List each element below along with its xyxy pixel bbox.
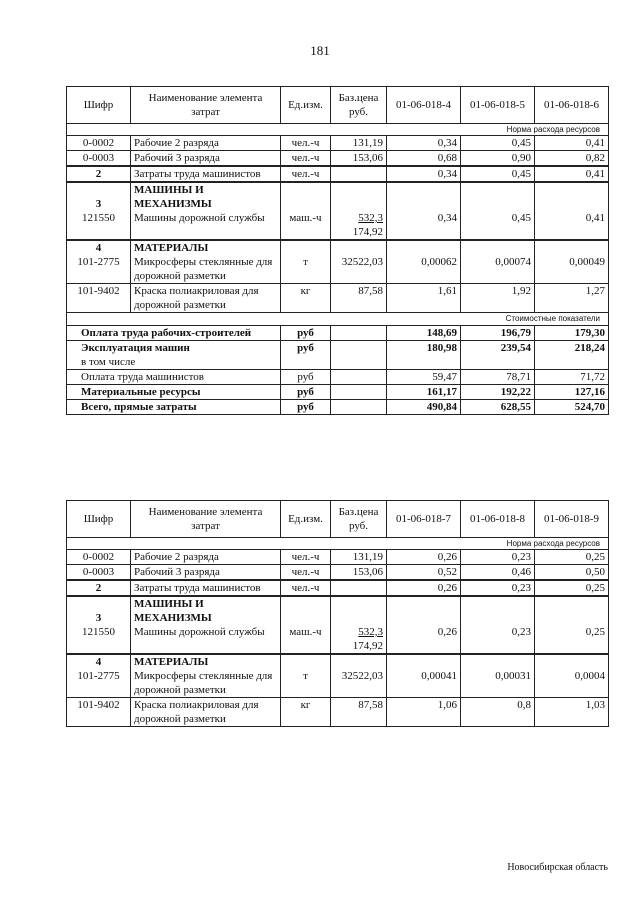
cell-value: 0,23 [461, 580, 535, 596]
cell-price [331, 580, 387, 596]
table-row [67, 255, 609, 284]
resource-table-2 [66, 500, 609, 727]
cell-code: 101-2775 [67, 255, 131, 284]
cell-unit: кг [281, 698, 331, 727]
header-price: Баз.цена руб. [331, 87, 387, 124]
header-code: Шифр [67, 87, 131, 124]
header-name: Наименование элемента затрат [131, 87, 281, 124]
cell-code: 0-0002 [67, 136, 131, 151]
cell-value: 1,61 [387, 284, 461, 313]
cell-value: 0,45 [461, 211, 535, 240]
cell-price [331, 166, 387, 182]
cell-name: Краска полиакриловая для дорожной разметки [131, 284, 281, 313]
cell-value: 0,26 [387, 625, 461, 654]
cell-name: Микросферы стеклянные для дорожной разметки [131, 669, 281, 698]
header-code: Шифр [67, 501, 131, 538]
cell-price: 153,06 [331, 565, 387, 581]
cell-price: 32522,03 [331, 669, 387, 698]
footer-region: Новосибирская область [507, 862, 608, 873]
cell-value: 0,26 [387, 580, 461, 596]
cell-value: 0,00041 [387, 669, 461, 698]
cost-value: 239,54 [461, 341, 535, 370]
subheader-norm: Норма расхода ресурсов [67, 538, 609, 550]
cell-value: 0,25 [535, 580, 609, 596]
cell-unit: маш.-ч [281, 625, 331, 654]
cell-unit: чел.-ч [281, 166, 331, 182]
table-row [67, 284, 609, 313]
table-row [67, 698, 609, 727]
cell-value: 1,06 [387, 698, 461, 727]
table-row [67, 550, 609, 565]
cell-name: Рабочий 3 разряда [131, 151, 281, 167]
cost-label-text: Эксплуатация машин [81, 342, 190, 354]
price-base: 532,3 [358, 626, 383, 638]
cell-value: 0,82 [535, 151, 609, 167]
cost-label: Оплата труда рабочих-строителей [67, 326, 281, 341]
cell-price: 131,19 [331, 136, 387, 151]
resource-table-1 [66, 86, 609, 415]
subheader-norm: Норма расхода ресурсов [67, 124, 609, 136]
cost-value: 192,22 [461, 385, 535, 400]
section-code: 3 [67, 182, 131, 211]
section-title: МАТЕРИАЛЫ [131, 654, 281, 669]
subheader-row [67, 313, 609, 326]
cell-value: 0,26 [387, 550, 461, 565]
cost-label: Материальные ресурсы [67, 385, 281, 400]
cost-value: 127,16 [535, 385, 609, 400]
cell-value: 1,92 [461, 284, 535, 313]
cost-value: 59,47 [387, 370, 461, 385]
cell-code: 101-2775 [67, 669, 131, 698]
page-number: 181 [310, 43, 330, 58]
cell-code: 121550 [67, 625, 131, 654]
header-col-2: 01-06-018-8 [461, 501, 535, 538]
cell-unit: т [281, 255, 331, 284]
table-row [67, 565, 609, 581]
cell-value: 0,68 [387, 151, 461, 167]
table-row [67, 211, 609, 240]
header-col-1: 01-06-018-7 [387, 501, 461, 538]
cell-price: 153,06 [331, 151, 387, 167]
cell-value: 0,46 [461, 565, 535, 581]
cell-value: 0,50 [535, 565, 609, 581]
cost-value: 628,55 [461, 400, 535, 415]
cost-unit: руб [281, 341, 331, 370]
cost-value: 196,79 [461, 326, 535, 341]
table-row [67, 166, 609, 182]
cell-name: Рабочий 3 разряда [131, 565, 281, 581]
header-row [67, 501, 609, 538]
cost-note: в том числе [81, 356, 136, 368]
section-row-materials [67, 654, 609, 669]
cell-value: 0,23 [461, 550, 535, 565]
header-name: Наименование элемента затрат [131, 501, 281, 538]
cell-code: 2 [67, 580, 131, 596]
cost-unit: руб [281, 370, 331, 385]
header-price: Баз.цена руб. [331, 501, 387, 538]
cell-price: 87,58 [331, 284, 387, 313]
cell-value: 0,00031 [461, 669, 535, 698]
table-row [67, 625, 609, 654]
cell-name: Краска полиакриловая для дорожной разметки [131, 698, 281, 727]
price-base: 532,3 [358, 212, 383, 224]
cell-value: 0,25 [535, 625, 609, 654]
subheader-row [67, 124, 609, 136]
cost-row [67, 341, 609, 370]
cell-unit: чел.-ч [281, 565, 331, 581]
header-unit: Ед.изм. [281, 87, 331, 124]
cell-value: 0,23 [461, 625, 535, 654]
cost-value: 161,17 [387, 385, 461, 400]
table-row [67, 669, 609, 698]
table-row [67, 580, 609, 596]
cell-value: 0,41 [535, 136, 609, 151]
cell-code: 101-9402 [67, 284, 131, 313]
cost-unit: руб [281, 326, 331, 341]
cell-name: Рабочие 2 разряда [131, 550, 281, 565]
cell-value: 0,41 [535, 211, 609, 240]
cell-unit: чел.-ч [281, 550, 331, 565]
cell-name: Микросферы стеклянные для дорожной разметки [131, 255, 281, 284]
cell-name: Машины дорожной службы [131, 625, 281, 654]
cell-price: 87,58 [331, 698, 387, 727]
cost-value: 148,69 [387, 326, 461, 341]
cell-value: 1,27 [535, 284, 609, 313]
cell-code: 101-9402 [67, 698, 131, 727]
section-code: 3 [67, 596, 131, 625]
cost-value: 218,24 [535, 341, 609, 370]
section-title: МАШИНЫ И МЕХАНИЗМЫ [131, 596, 281, 625]
cell-price [331, 625, 387, 654]
cell-unit: чел.-ч [281, 151, 331, 167]
header-col-3: 01-06-018-6 [535, 87, 609, 124]
price-machinist: 174,92 [352, 640, 383, 652]
cell-name: Затраты труда машинистов [131, 580, 281, 596]
subheader-row [67, 538, 609, 550]
cell-value: 0,45 [461, 166, 535, 182]
cost-row [67, 385, 609, 400]
header-col-1: 01-06-018-4 [387, 87, 461, 124]
price-machinist: 174,92 [352, 226, 383, 238]
subheader-cost: Стоимостные показатели [67, 313, 609, 326]
section-row-materials [67, 240, 609, 255]
cost-label: Всего, прямые затраты [67, 400, 281, 415]
header-row [67, 87, 609, 124]
cell-unit: кг [281, 284, 331, 313]
cost-unit: руб [281, 400, 331, 415]
cell-code: 0-0003 [67, 151, 131, 167]
cell-name: Рабочие 2 разряда [131, 136, 281, 151]
cell-value: 0,34 [387, 211, 461, 240]
cell-value: 0,52 [387, 565, 461, 581]
cell-price [331, 211, 387, 240]
cell-value: 0,0004 [535, 669, 609, 698]
section-row-machines [67, 596, 609, 625]
cell-value: 0,25 [535, 550, 609, 565]
cell-value: 1,03 [535, 698, 609, 727]
cost-value: 179,30 [535, 326, 609, 341]
cost-value: 71,72 [535, 370, 609, 385]
section-code: 4 [67, 654, 131, 669]
cell-value: 0,00074 [461, 255, 535, 284]
cell-name: Машины дорожной службы [131, 211, 281, 240]
cell-unit: т [281, 669, 331, 698]
cost-value: 180,98 [387, 341, 461, 370]
cell-code: 0-0002 [67, 550, 131, 565]
cost-unit: руб [281, 385, 331, 400]
cell-code: 0-0003 [67, 565, 131, 581]
table-row [67, 136, 609, 151]
header-col-2: 01-06-018-5 [461, 87, 535, 124]
cell-value: 0,34 [387, 136, 461, 151]
section-title: МАТЕРИАЛЫ [131, 240, 281, 255]
cell-price: 32522,03 [331, 255, 387, 284]
cell-value: 0,41 [535, 166, 609, 182]
cell-value: 0,00062 [387, 255, 461, 284]
cost-value: 524,70 [535, 400, 609, 415]
cell-price: 131,19 [331, 550, 387, 565]
cost-label [67, 341, 281, 370]
section-title: МАШИНЫ И МЕХАНИЗМЫ [131, 182, 281, 211]
cost-row [67, 326, 609, 341]
cell-value: 0,00049 [535, 255, 609, 284]
cell-unit: маш.-ч [281, 211, 331, 240]
table-row [67, 151, 609, 167]
cost-label: Оплата труда машинистов [67, 370, 281, 385]
header-col-3: 01-06-018-9 [535, 501, 609, 538]
section-code: 4 [67, 240, 131, 255]
section-row-machines [67, 182, 609, 211]
cell-unit: чел.-ч [281, 580, 331, 596]
cost-value: 490,84 [387, 400, 461, 415]
cost-value: 78,71 [461, 370, 535, 385]
cell-code: 2 [67, 166, 131, 182]
cell-value: 0,8 [461, 698, 535, 727]
cell-name: Затраты труда машинистов [131, 166, 281, 182]
header-unit: Ед.изм. [281, 501, 331, 538]
cell-value: 0,34 [387, 166, 461, 182]
cell-code: 121550 [67, 211, 131, 240]
cost-row [67, 400, 609, 415]
cost-row [67, 370, 609, 385]
cell-value: 0,90 [461, 151, 535, 167]
cell-value: 0,45 [461, 136, 535, 151]
cell-unit: чел.-ч [281, 136, 331, 151]
